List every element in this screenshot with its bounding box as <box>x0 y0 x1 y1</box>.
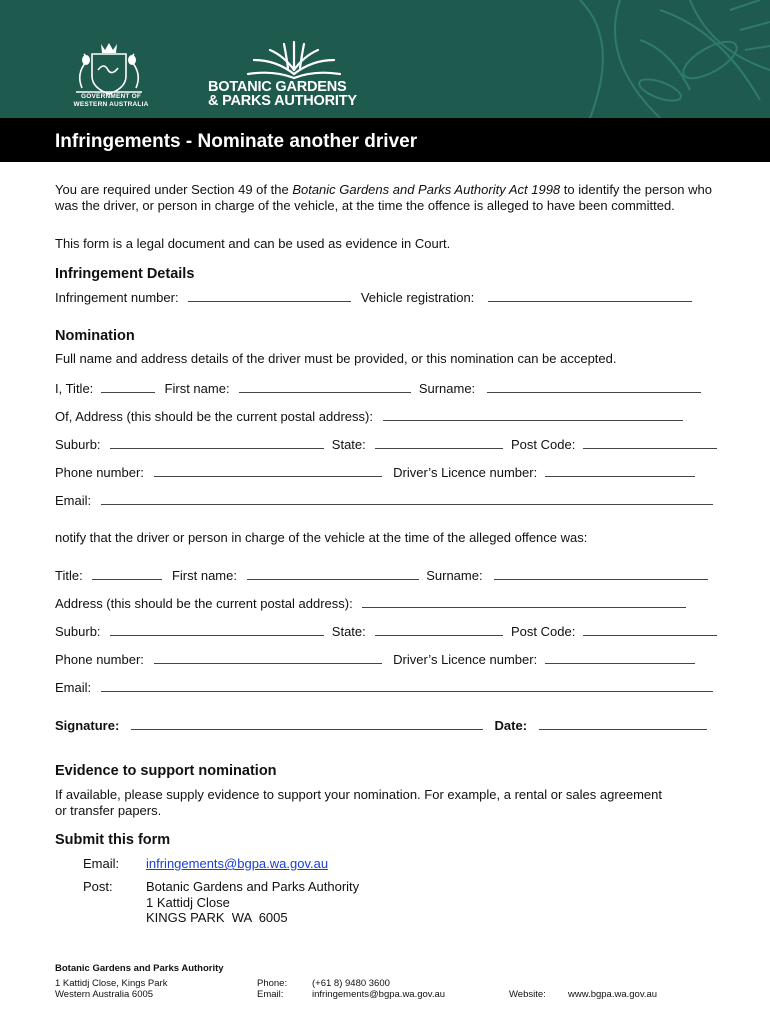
footer-phone-value: (+61 8) 9480 3600 <box>312 978 390 989</box>
driver-phone-row <box>55 652 695 668</box>
driver-title-field[interactable] <box>92 568 162 580</box>
crest-caption-line1: GOVERNMENT OF <box>80 93 142 100</box>
evidence-heading: Evidence to support nomination <box>55 763 277 779</box>
nominator-email-label: Email: <box>55 493 92 508</box>
intro-text-start: You are required under Section 49 of the <box>55 182 293 197</box>
footer-phone-label: Phone: <box>257 978 288 989</box>
infringement-number-row <box>55 290 692 306</box>
banksia-decoration-icon <box>540 0 770 118</box>
nominator-surname-field[interactable] <box>487 381 701 393</box>
nominator-postcode-field[interactable] <box>583 437 717 449</box>
signature-field[interactable] <box>131 718 483 730</box>
vehicle-registration-label: Vehicle registration: <box>360 290 475 305</box>
driver-state-field[interactable] <box>375 624 503 636</box>
driver-email-field[interactable] <box>101 680 713 692</box>
driver-address-label: Address (this should be the current postal address): <box>55 596 353 611</box>
driver-name-row <box>55 568 708 584</box>
signature-label: Signature: <box>55 718 120 733</box>
driver-first-name-label: First name: <box>171 568 237 583</box>
org-name-line2: & PARKS AUTHORITY <box>208 93 357 109</box>
notify-statement: notify that the driver or person in charge of the vehicle at the time of the alleged offence was: <box>55 530 588 545</box>
driver-title-label: Title: <box>55 568 83 583</box>
nominator-email-row <box>55 493 713 509</box>
driver-suburb-label: Suburb: <box>55 624 101 639</box>
driver-email-row <box>55 680 713 696</box>
footer-website-label: Website: <box>509 989 546 1000</box>
nominator-address-field[interactable] <box>383 409 683 421</box>
nominator-suburb-row <box>55 437 717 453</box>
driver-suburb-row <box>55 624 717 640</box>
driver-licence-field[interactable] <box>545 652 695 664</box>
nominator-title-field[interactable] <box>101 381 155 393</box>
driver-address-row <box>55 596 686 612</box>
page-title: Infringements - Nominate another driver <box>55 131 418 152</box>
nominator-suburb-field[interactable] <box>110 437 324 449</box>
driver-postcode-field[interactable] <box>583 624 717 636</box>
postal-address-line2: 1 Kattidj Close <box>146 894 230 910</box>
nominator-first-name-label: First name: <box>164 381 230 396</box>
driver-email-label: Email: <box>55 680 92 695</box>
nominator-state-label: State: <box>331 437 366 452</box>
driver-address-field[interactable] <box>362 596 686 608</box>
postal-address <box>146 879 359 926</box>
footer-org-name: Botanic Gardens and Parks Authority <box>55 963 224 974</box>
nominator-phone-label: Phone number: <box>55 465 144 480</box>
evidence-text: If available, please supply evidence to support your nomination. For example, a rental or sales agreement or transfer papers. <box>55 787 663 818</box>
crest-caption-line2: WESTERN AUSTRALIA <box>73 101 149 108</box>
driver-phone-label: Phone number: <box>55 652 144 667</box>
nominator-address-row <box>55 409 683 425</box>
nominator-email-field[interactable] <box>101 493 713 505</box>
footer-address-line2: Western Australia 6005 <box>55 989 154 1000</box>
nominator-name-row <box>55 381 701 397</box>
nomination-note: Full name and address details of the driver must be provided, or this nomination can be accepted. <box>55 351 617 366</box>
postal-address-line1: Botanic Gardens and Parks Authority <box>146 879 360 894</box>
footer-address <box>55 978 167 1000</box>
date-field[interactable] <box>539 718 707 730</box>
nominator-postcode-label: Post Code: <box>511 437 576 452</box>
nomination-heading: Nomination <box>55 328 135 344</box>
driver-postcode-label: Post Code: <box>511 624 576 639</box>
nominator-licence-label: Driver’s Licence number: <box>393 465 538 480</box>
nominator-phone-field[interactable] <box>154 465 382 477</box>
intro-text-end: to identify the person who was the driver, or person in charge of the vehicle, at the time the offence is alleged to have been committed. <box>55 182 712 213</box>
postal-address-line3: KINGS PARK WA 6005 <box>146 910 288 925</box>
bgpa-flower-logo-icon <box>232 38 356 82</box>
nominator-licence-field[interactable] <box>545 465 695 477</box>
driver-first-name-field[interactable] <box>247 568 419 580</box>
header-banner <box>0 0 770 118</box>
nominator-suburb-label: Suburb: <box>55 437 101 452</box>
submit-email-label: Email: <box>83 856 120 871</box>
date-label: Date: <box>494 718 528 733</box>
footer-address-line1: 1 Kattidj Close, Kings Park <box>55 978 168 989</box>
nominator-address-label: Of, Address (this should be the current postal address): <box>55 409 373 424</box>
driver-suburb-field[interactable] <box>110 624 324 636</box>
submit-email-link[interactable]: infringements@bgpa.wa.gov.au <box>146 856 329 871</box>
footer-website-value[interactable]: www.bgpa.wa.gov.au <box>568 989 658 1000</box>
submit-heading: Submit this form <box>55 832 171 848</box>
footer-contact-values <box>312 978 445 1000</box>
intro-paragraph <box>55 182 715 214</box>
footer-email-label: Email: <box>257 989 284 1000</box>
org-name-line1: BOTANIC GARDENS <box>208 79 347 95</box>
driver-surname-label: Surname: <box>426 568 483 583</box>
infringement-number-label: Infringement number: <box>55 290 179 305</box>
act-name: Botanic Gardens and Parks Authority Act 1998 <box>292 182 561 197</box>
bgpa-wordmark <box>208 80 357 108</box>
nominator-state-field[interactable] <box>375 437 503 449</box>
driver-phone-field[interactable] <box>154 652 382 664</box>
driver-surname-field[interactable] <box>494 568 708 580</box>
infringement-number-field[interactable] <box>188 290 351 302</box>
driver-licence-label: Driver’s Licence number: <box>393 652 538 667</box>
legal-note: This form is a legal document and can be used as evidence in Court. <box>55 236 451 251</box>
title-bar <box>0 118 770 162</box>
infringement-heading: Infringement Details <box>55 266 195 282</box>
driver-state-label: State: <box>331 624 366 639</box>
crest-caption <box>66 93 156 109</box>
vehicle-registration-field[interactable] <box>488 290 692 302</box>
nominator-title-label: I, Title: <box>55 381 94 396</box>
footer-email-value[interactable]: infringements@bgpa.wa.gov.au <box>312 989 446 1000</box>
nominator-surname-label: Surname: <box>418 381 476 396</box>
signature-row <box>55 718 707 734</box>
nominator-phone-row <box>55 465 695 481</box>
footer-contact-labels <box>257 978 287 1000</box>
submit-post-label: Post: <box>83 879 113 894</box>
nominator-first-name-field[interactable] <box>239 381 411 393</box>
